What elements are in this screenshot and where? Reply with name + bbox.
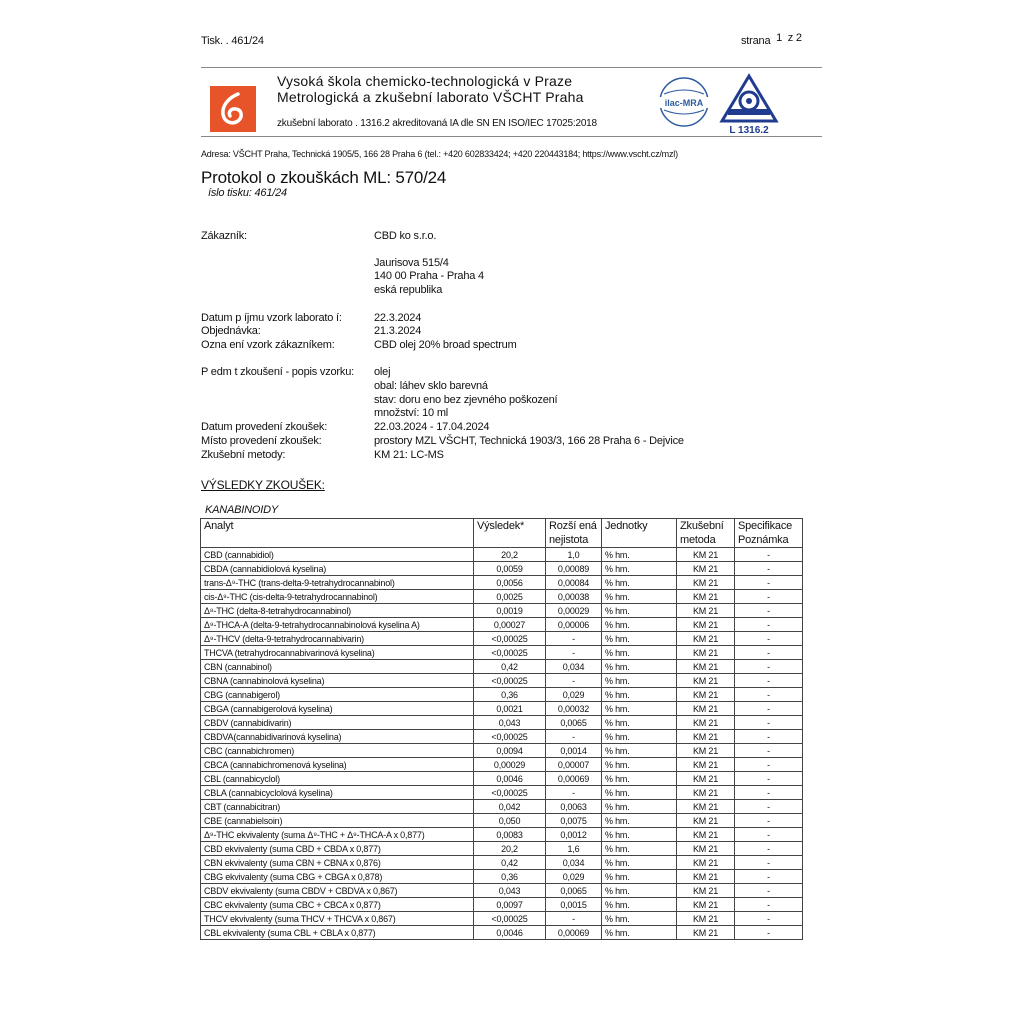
cell-units: % hm. bbox=[602, 562, 677, 576]
cell-result: 0,36 bbox=[474, 870, 546, 884]
table-row bbox=[201, 702, 803, 716]
table-row bbox=[201, 632, 803, 646]
cell-spec: - bbox=[735, 842, 803, 856]
cai-accreditation-logo bbox=[718, 73, 780, 135]
ilac-mra-logo bbox=[656, 76, 712, 128]
institution-name: Vysoká škola chemicko-technologická v Praze bbox=[277, 73, 573, 89]
customer-country: eská republika bbox=[374, 284, 443, 296]
cell-units: % hm. bbox=[602, 632, 677, 646]
cell-units: % hm. bbox=[602, 870, 677, 884]
col-header-method: Zkušební metoda bbox=[677, 519, 735, 548]
cell-spec: - bbox=[735, 786, 803, 800]
cell-result: 0,0056 bbox=[474, 576, 546, 590]
table-row bbox=[201, 646, 803, 660]
col-header-units: Jednotky bbox=[602, 519, 677, 548]
cell-spec: - bbox=[735, 758, 803, 772]
results-table bbox=[200, 518, 803, 940]
cell-units: % hm. bbox=[602, 842, 677, 856]
cell-spec: - bbox=[735, 828, 803, 842]
cell-spec: - bbox=[735, 744, 803, 758]
cell-method: KM 21 bbox=[677, 772, 735, 786]
cell-result: 0,0097 bbox=[474, 898, 546, 912]
cell-method: KM 21 bbox=[677, 856, 735, 870]
table-row bbox=[201, 730, 803, 744]
cell-method: KM 21 bbox=[677, 912, 735, 926]
cell-units: % hm. bbox=[602, 618, 677, 632]
table-row bbox=[201, 548, 803, 562]
cell-spec: - bbox=[735, 688, 803, 702]
cell-spec: - bbox=[735, 884, 803, 898]
cell-spec: - bbox=[735, 590, 803, 604]
cell-method: KM 21 bbox=[677, 674, 735, 688]
cell-method: KM 21 bbox=[677, 702, 735, 716]
subject-line: množství: 10 ml bbox=[374, 407, 449, 419]
table-row bbox=[201, 842, 803, 856]
cell-uncertainty: - bbox=[546, 674, 602, 688]
col-header-spec: Specifikace Poznámka bbox=[735, 519, 803, 548]
cell-uncertainty: - bbox=[546, 912, 602, 926]
cell-units: % hm. bbox=[602, 772, 677, 786]
header-divider-top bbox=[201, 67, 822, 68]
cell-uncertainty: 1,0 bbox=[546, 548, 602, 562]
cell-method: KM 21 bbox=[677, 730, 735, 744]
subject-label: P edm t zkoušení - popis vzorku: bbox=[201, 366, 354, 378]
cell-spec: - bbox=[735, 814, 803, 828]
table-row bbox=[201, 576, 803, 590]
cell-units: % hm. bbox=[602, 786, 677, 800]
cell-units: % hm. bbox=[602, 856, 677, 870]
cell-units: % hm. bbox=[602, 814, 677, 828]
cell-uncertainty: 0,00069 bbox=[546, 926, 602, 940]
cell-spec: - bbox=[735, 604, 803, 618]
cell-method: KM 21 bbox=[677, 758, 735, 772]
cell-analyte: CBT (cannabicitran) bbox=[201, 800, 474, 814]
cell-result: 0,0019 bbox=[474, 604, 546, 618]
test-place-value: prostory MZL VŠCHT, Technická 1903/3, 166 28 Praha 6 - Dejvice bbox=[374, 435, 684, 447]
cell-method: KM 21 bbox=[677, 590, 735, 604]
cell-result: 0,36 bbox=[474, 688, 546, 702]
order-label: Objednávka: bbox=[201, 325, 261, 337]
table-row bbox=[201, 618, 803, 632]
cell-uncertainty: 0,00089 bbox=[546, 562, 602, 576]
test-date-label: Datum provedení zkoušek: bbox=[201, 421, 328, 433]
cell-analyte: THCV ekvivalenty (suma THCV + THCVA x 0,867) bbox=[201, 912, 474, 926]
cell-units: % hm. bbox=[602, 604, 677, 618]
cell-uncertainty: 0,029 bbox=[546, 688, 602, 702]
cell-result: 0,00029 bbox=[474, 758, 546, 772]
cell-analyte: CBC (cannabichromen) bbox=[201, 744, 474, 758]
cell-method: KM 21 bbox=[677, 660, 735, 674]
cell-method: KM 21 bbox=[677, 898, 735, 912]
cell-result: <0,00025 bbox=[474, 730, 546, 744]
cell-uncertainty: - bbox=[546, 786, 602, 800]
cell-spec: - bbox=[735, 912, 803, 926]
cell-spec: - bbox=[735, 730, 803, 744]
cell-spec: - bbox=[735, 870, 803, 884]
cell-method: KM 21 bbox=[677, 646, 735, 660]
cell-analyte: Δ⁹-THCV (delta-9-tetrahydrocannabivarin) bbox=[201, 632, 474, 646]
table-row bbox=[201, 562, 803, 576]
test-methods-value: KM 21: LC-MS bbox=[374, 449, 444, 461]
cell-uncertainty: 0,00038 bbox=[546, 590, 602, 604]
cell-uncertainty: 0,034 bbox=[546, 660, 602, 674]
cell-units: % hm. bbox=[602, 898, 677, 912]
cell-spec: - bbox=[735, 856, 803, 870]
cell-spec: - bbox=[735, 898, 803, 912]
vscht-logo bbox=[210, 86, 256, 132]
table-row bbox=[201, 772, 803, 786]
cell-units: % hm. bbox=[602, 884, 677, 898]
cai-text: L 1316.2 bbox=[729, 125, 769, 135]
cell-analyte: CBDVA(cannabidivarinová kyselina) bbox=[201, 730, 474, 744]
cell-method: KM 21 bbox=[677, 604, 735, 618]
cell-method: KM 21 bbox=[677, 632, 735, 646]
laboratory-name: Metrologická a zkušební laborato VŠCHT Praha bbox=[277, 89, 584, 105]
cell-spec: - bbox=[735, 772, 803, 786]
cell-uncertainty: 0,0065 bbox=[546, 716, 602, 730]
cell-result: 0,0094 bbox=[474, 744, 546, 758]
cell-spec: - bbox=[735, 702, 803, 716]
cell-uncertainty: 0,00007 bbox=[546, 758, 602, 772]
cell-spec: - bbox=[735, 674, 803, 688]
table-header-row bbox=[201, 519, 803, 548]
cell-method: KM 21 bbox=[677, 576, 735, 590]
cell-units: % hm. bbox=[602, 730, 677, 744]
cell-units: % hm. bbox=[602, 548, 677, 562]
cell-uncertainty: 0,00084 bbox=[546, 576, 602, 590]
cell-uncertainty: 0,0065 bbox=[546, 884, 602, 898]
results-heading: VÝSLEDKY ZKOUŠEK: bbox=[201, 478, 325, 492]
cell-analyte: CBN (cannabinol) bbox=[201, 660, 474, 674]
table-row bbox=[201, 674, 803, 688]
table-row bbox=[201, 898, 803, 912]
cell-method: KM 21 bbox=[677, 884, 735, 898]
page-indicator bbox=[741, 32, 802, 47]
cell-units: % hm. bbox=[602, 674, 677, 688]
print-number: íslo tisku: 461/24 bbox=[208, 187, 287, 199]
cell-method: KM 21 bbox=[677, 744, 735, 758]
cell-result: 0,0059 bbox=[474, 562, 546, 576]
cell-method: KM 21 bbox=[677, 814, 735, 828]
cell-analyte: CBDV ekvivalenty (suma CBDV + CBDVA x 0,867) bbox=[201, 884, 474, 898]
cell-result: <0,00025 bbox=[474, 674, 546, 688]
cell-result: 0,042 bbox=[474, 800, 546, 814]
cell-uncertainty: 0,034 bbox=[546, 856, 602, 870]
cell-result: 0,00027 bbox=[474, 618, 546, 632]
cell-analyte: CBG ekvivalenty (suma CBG + CBGA x 0,878) bbox=[201, 870, 474, 884]
subject-line: stav: doru eno bez zjevného poškození bbox=[374, 394, 558, 406]
table-row bbox=[201, 604, 803, 618]
cell-uncertainty: 0,029 bbox=[546, 870, 602, 884]
cell-method: KM 21 bbox=[677, 716, 735, 730]
cell-units: % hm. bbox=[602, 828, 677, 842]
table-row bbox=[201, 744, 803, 758]
cell-analyte: CBG (cannabigerol) bbox=[201, 688, 474, 702]
cell-spec: - bbox=[735, 716, 803, 730]
cell-analyte: CBDA (cannabidiolová kyselina) bbox=[201, 562, 474, 576]
cell-uncertainty: 0,0063 bbox=[546, 800, 602, 814]
cell-uncertainty: 0,00006 bbox=[546, 618, 602, 632]
cell-analyte: CBD (cannabidiol) bbox=[201, 548, 474, 562]
table-row bbox=[201, 926, 803, 940]
table-row bbox=[201, 660, 803, 674]
protocol-title: Protokol o zkouškách ML: 570/24 bbox=[201, 168, 447, 187]
cell-uncertainty: 0,00069 bbox=[546, 772, 602, 786]
page-number: 1 bbox=[776, 32, 783, 44]
cell-analyte: CBLA (cannabicyclolová kyselina) bbox=[201, 786, 474, 800]
cell-result: 20,2 bbox=[474, 842, 546, 856]
cell-uncertainty: 0,0015 bbox=[546, 898, 602, 912]
cell-method: KM 21 bbox=[677, 786, 735, 800]
header-divider-bottom bbox=[201, 136, 822, 137]
cell-analyte: Δ⁹-THCA-A (delta-9-tetrahydrocannabinolová kyselina A) bbox=[201, 618, 474, 632]
accreditation-text: zkušební laborato . 1316.2 akreditovaná IA dle SN EN ISO/IEC 17025:2018 bbox=[277, 118, 597, 129]
table-row bbox=[201, 758, 803, 772]
cell-units: % hm. bbox=[602, 702, 677, 716]
cell-result: 0,42 bbox=[474, 856, 546, 870]
customer-city: 140 00 Praha - Praha 4 bbox=[374, 270, 484, 282]
cell-result: <0,00025 bbox=[474, 632, 546, 646]
customer-street: Jaurisova 515/4 bbox=[374, 257, 449, 269]
table-row bbox=[201, 800, 803, 814]
test-date-value: 22.03.2024 - 17.04.2024 bbox=[374, 421, 490, 433]
cell-uncertainty: 0,00029 bbox=[546, 604, 602, 618]
cell-uncertainty: 0,0012 bbox=[546, 828, 602, 842]
sample-designation-value: CBD olej 20% broad spectrum bbox=[374, 339, 517, 351]
cell-method: KM 21 bbox=[677, 926, 735, 940]
cell-units: % hm. bbox=[602, 912, 677, 926]
receipt-date-value: 22.3.2024 bbox=[374, 312, 422, 324]
cell-uncertainty: - bbox=[546, 730, 602, 744]
cell-uncertainty: - bbox=[546, 646, 602, 660]
cell-result: <0,00025 bbox=[474, 646, 546, 660]
cell-analyte: CBDV (cannabidivarin) bbox=[201, 716, 474, 730]
cell-result: <0,00025 bbox=[474, 912, 546, 926]
table-row bbox=[201, 786, 803, 800]
cell-uncertainty: 0,00032 bbox=[546, 702, 602, 716]
cell-units: % hm. bbox=[602, 646, 677, 660]
cell-uncertainty: 0,0075 bbox=[546, 814, 602, 828]
table-row bbox=[201, 884, 803, 898]
table-row bbox=[201, 590, 803, 604]
customer-name: CBD ko s.r.o. bbox=[374, 230, 437, 242]
cell-analyte: CBE (cannabielsoin) bbox=[201, 814, 474, 828]
customer-label: Zákazník: bbox=[201, 230, 247, 242]
cell-units: % hm. bbox=[602, 590, 677, 604]
cell-uncertainty: - bbox=[546, 632, 602, 646]
col-header-result: Výsledek* bbox=[474, 519, 546, 548]
cell-spec: - bbox=[735, 576, 803, 590]
cell-spec: - bbox=[735, 926, 803, 940]
table-row bbox=[201, 828, 803, 842]
cell-analyte: Δ⁸-THC (delta-8-tetrahydrocannabinol) bbox=[201, 604, 474, 618]
cell-result: 0,0046 bbox=[474, 926, 546, 940]
cell-analyte: CBL (cannabicyclol) bbox=[201, 772, 474, 786]
cell-spec: - bbox=[735, 562, 803, 576]
cell-method: KM 21 bbox=[677, 562, 735, 576]
cell-units: % hm. bbox=[602, 800, 677, 814]
cell-analyte: CBN ekvivalenty (suma CBN + CBNA x 0,876) bbox=[201, 856, 474, 870]
cell-method: KM 21 bbox=[677, 828, 735, 842]
cell-spec: - bbox=[735, 800, 803, 814]
table-row bbox=[201, 716, 803, 730]
table-row bbox=[201, 814, 803, 828]
cell-result: 0,42 bbox=[474, 660, 546, 674]
receipt-date-label: Datum p íjmu vzork laborato í: bbox=[201, 312, 342, 324]
cell-units: % hm. bbox=[602, 758, 677, 772]
subject-line: obal: láhev sklo barevná bbox=[374, 380, 488, 392]
ilac-text: ilac-MRA bbox=[664, 98, 704, 108]
cell-analyte: CBGA (cannabigerolová kyselina) bbox=[201, 702, 474, 716]
cell-analyte: cis-Δ⁹-THC (cis-delta-9-tetrahydrocannabinol) bbox=[201, 590, 474, 604]
cell-result: 0,050 bbox=[474, 814, 546, 828]
cell-units: % hm. bbox=[602, 576, 677, 590]
cell-analyte: THCVA (tetrahydrocannabivarinová kyselina) bbox=[201, 646, 474, 660]
page-label: strana bbox=[741, 35, 771, 47]
cell-method: KM 21 bbox=[677, 688, 735, 702]
cell-method: KM 21 bbox=[677, 870, 735, 884]
cell-units: % hm. bbox=[602, 716, 677, 730]
cell-analyte: CBD ekvivalenty (suma CBD + CBDA x 0,877) bbox=[201, 842, 474, 856]
cell-spec: - bbox=[735, 618, 803, 632]
cell-units: % hm. bbox=[602, 660, 677, 674]
print-reference: Tisk. . 461/24 bbox=[201, 35, 264, 47]
cell-method: KM 21 bbox=[677, 842, 735, 856]
table-row bbox=[201, 912, 803, 926]
cell-spec: - bbox=[735, 548, 803, 562]
cell-uncertainty: 0,0014 bbox=[546, 744, 602, 758]
cell-units: % hm. bbox=[602, 926, 677, 940]
cell-analyte: CBL ekvivalenty (suma CBL + CBLA x 0,877) bbox=[201, 926, 474, 940]
cell-method: KM 21 bbox=[677, 800, 735, 814]
table-row bbox=[201, 870, 803, 884]
cell-uncertainty: 1,6 bbox=[546, 842, 602, 856]
cell-analyte: CBC ekvivalenty (suma CBC + CBCA x 0,877) bbox=[201, 898, 474, 912]
cell-analyte: CBNA (cannabinolová kyselina) bbox=[201, 674, 474, 688]
cell-analyte: CBCA (cannabichromenová kyselina) bbox=[201, 758, 474, 772]
page-total: z 2 bbox=[787, 32, 802, 44]
cell-units: % hm. bbox=[602, 688, 677, 702]
cell-result: 0,0025 bbox=[474, 590, 546, 604]
cell-result: <0,00025 bbox=[474, 786, 546, 800]
cell-analyte: Δ⁹-THC ekvivalenty (suma Δ⁹-THC + Δ⁹-THCA-A x 0,877) bbox=[201, 828, 474, 842]
subject-line: olej bbox=[374, 366, 391, 378]
cell-result: 0,0021 bbox=[474, 702, 546, 716]
cell-result: 0,0046 bbox=[474, 772, 546, 786]
cell-result: 0,0083 bbox=[474, 828, 546, 842]
section-title: KANABINOIDY bbox=[205, 504, 278, 516]
cell-result: 0,043 bbox=[474, 884, 546, 898]
test-place-label: Místo provedení zkoušek: bbox=[201, 435, 322, 447]
col-header-analyte: Analyt bbox=[201, 519, 474, 548]
test-methods-label: Zkušební metody: bbox=[201, 449, 286, 461]
table-row bbox=[201, 856, 803, 870]
cell-result: 0,043 bbox=[474, 716, 546, 730]
sample-designation-label: Ozna ení vzork zákazníkem: bbox=[201, 339, 335, 351]
cell-spec: - bbox=[735, 660, 803, 674]
cell-analyte: trans-Δ⁹-THC (trans-delta-9-tetrahydrocannabinol) bbox=[201, 576, 474, 590]
table-row bbox=[201, 688, 803, 702]
order-value: 21.3.2024 bbox=[374, 325, 422, 337]
cell-spec: - bbox=[735, 632, 803, 646]
cell-units: % hm. bbox=[602, 744, 677, 758]
col-header-uncertainty: Rozší ená nejistota bbox=[546, 519, 602, 548]
cell-method: KM 21 bbox=[677, 618, 735, 632]
cell-method: KM 21 bbox=[677, 548, 735, 562]
cell-result: 20,2 bbox=[474, 548, 546, 562]
address: Adresa: VŠCHT Praha, Technická 1905/5, 166 28 Praha 6 (tel.: +420 602833424; +420 220443184; https://www.vscht.cz/mzl) bbox=[201, 149, 678, 159]
cell-spec: - bbox=[735, 646, 803, 660]
